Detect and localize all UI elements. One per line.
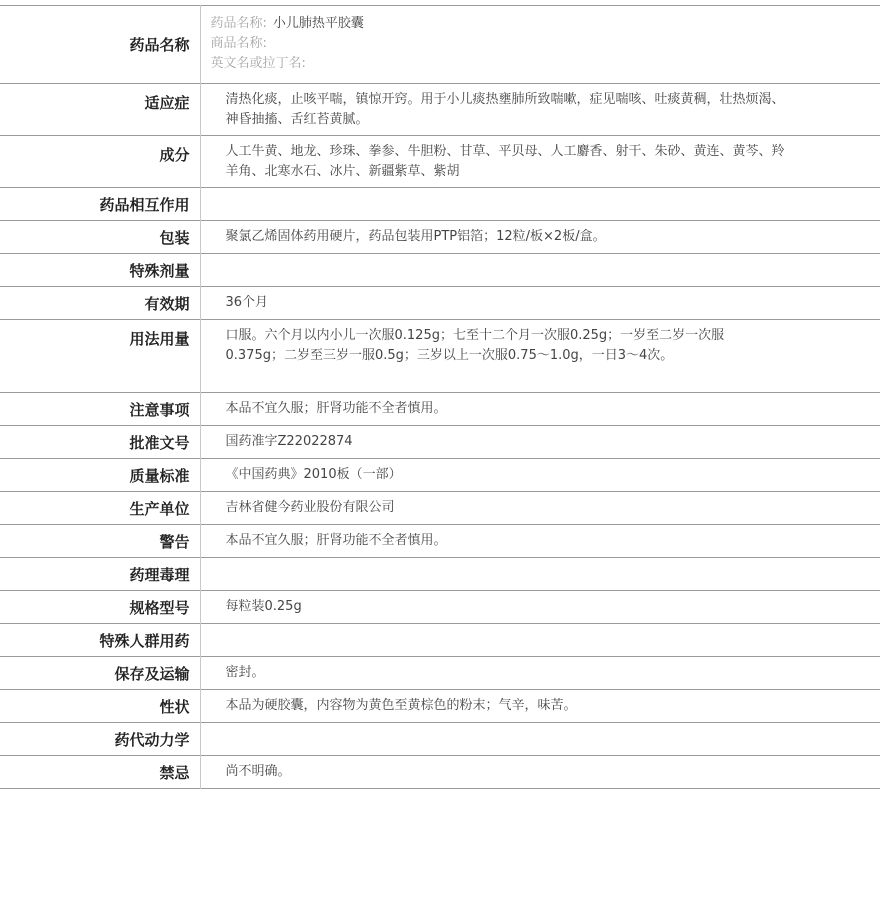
- row-value-dosage: [200, 320, 880, 393]
- row-value-quality-standard: 《中国药典》2010板（一部）: [225, 467, 402, 482]
- row-value-indications: [200, 84, 880, 136]
- row-value-storage: 密封。: [225, 665, 265, 680]
- row-drug-name: [0, 6, 880, 84]
- row-label-manufacturer: 生产单位: [0, 492, 200, 525]
- row-warning: [0, 525, 880, 558]
- generic-name-label: 药品名称:: [210, 16, 267, 31]
- row-value-manufacturer: 吉林省健今药业股份有限公司: [225, 500, 395, 515]
- row-value-pharmacokinetics: [200, 723, 880, 756]
- english-name-line: [211, 54, 880, 74]
- generic-name-value: 小儿肺热平胶囊: [272, 16, 364, 31]
- row-manufacturer: [0, 492, 880, 525]
- row-value-drug-interactions: [200, 188, 880, 221]
- row-value-specification: 每粒装0.25g: [225, 599, 302, 614]
- row-label-warning: 警告: [0, 525, 200, 558]
- row-label-indications: 适应症: [0, 84, 200, 136]
- row-value-precautions: 本品不宜久服；肝肾功能不全者慎用。: [225, 401, 447, 416]
- row-label-storage: 保存及运输: [0, 657, 200, 690]
- row-specification: [0, 591, 880, 624]
- dosage-text: 口服。六个月以内小儿一次服0.125g；七至十二个月一次服0.25g；一岁至二岁一次服0.375g；二岁至三岁一服0.5g；三岁以上一次服0.75～1.0g，一日3～4次。: [225, 328, 725, 363]
- row-label-pharmacokinetics: 药代动力学: [0, 723, 200, 756]
- row-label-drug-name: 药品名称: [0, 6, 200, 84]
- row-shelf-life: [0, 287, 880, 320]
- row-label-specification: 规格型号: [0, 591, 200, 624]
- row-label-shelf-life: 有效期: [0, 287, 200, 320]
- trade-name-label: 商品名称:: [210, 36, 267, 51]
- row-label-special-populations: 特殊人群用药: [0, 624, 200, 657]
- row-label-contraindications: 禁忌: [0, 756, 200, 789]
- row-label-quality-standard: 质量标准: [0, 459, 200, 492]
- row-precautions: [0, 393, 880, 426]
- row-value-pharmacology: [200, 558, 880, 591]
- row-approval-number: [0, 426, 880, 459]
- row-label-precautions: 注意事项: [0, 393, 200, 426]
- row-label-dosage: 用法用量: [0, 320, 200, 393]
- row-label-ingredients: 成分: [0, 136, 200, 188]
- row-quality-standard: [0, 459, 880, 492]
- row-ingredients: [0, 136, 880, 188]
- drug-name-cell: [200, 6, 880, 84]
- row-special-dosage: [0, 254, 880, 287]
- row-value-approval-number: 国药准字Z22022874: [225, 434, 353, 449]
- english-name-label: 英文名或拉丁名:: [210, 56, 306, 71]
- row-dosage: [0, 320, 880, 393]
- indications-text: 清热化痰，止咳平喘，镇惊开窍。用于小儿痰热壅肺所致喘嗽，症见喘咳、吐痰黄稠，壮热烦渴、神昏抽搐、舌红苔黄腻。: [225, 92, 785, 127]
- row-value-packaging: 聚氯乙烯固体药用硬片，药品包装用PTP铝箔；12粒/板×2板/盒。: [225, 229, 606, 244]
- row-storage: [0, 657, 880, 690]
- row-label-approval-number: 批准文号: [0, 426, 200, 459]
- row-packaging: [0, 221, 880, 254]
- drug-info-table: [0, 5, 880, 789]
- row-value-special-dosage: [200, 254, 880, 287]
- row-value-ingredients: [200, 136, 880, 188]
- row-value-special-populations: [200, 624, 880, 657]
- generic-name-line: [211, 14, 880, 34]
- row-label-packaging: 包装: [0, 221, 200, 254]
- row-label-appearance: 性状: [0, 690, 200, 723]
- row-value-contraindications: 尚不明确。: [225, 764, 291, 779]
- ingredients-text: 人工牛黄、地龙、珍珠、拳参、牛胆粉、甘草、平贝母、人工麝香、射干、朱砂、黄连、黄芩、羚羊角、北寒水石、冰片、新疆紫草、紫胡: [225, 144, 785, 179]
- row-appearance: [0, 690, 880, 723]
- row-value-shelf-life: 36个月: [225, 295, 269, 310]
- row-special-populations: [0, 624, 880, 657]
- row-value-appearance: 本品为硬胶囊，内容物为黄色至黄棕色的粉末；气辛，味苦。: [225, 698, 577, 713]
- row-label-drug-interactions: 药品相互作用: [0, 188, 200, 221]
- row-indications: [0, 84, 880, 136]
- row-contraindications: [0, 756, 880, 789]
- row-value-warning: 本品不宜久服；肝肾功能不全者慎用。: [225, 533, 447, 548]
- row-pharmacology: [0, 558, 880, 591]
- row-label-pharmacology: 药理毒理: [0, 558, 200, 591]
- row-pharmacokinetics: [0, 723, 880, 756]
- trade-name-line: [211, 34, 880, 54]
- row-label-special-dosage: 特殊剂量: [0, 254, 200, 287]
- row-drug-interactions: [0, 188, 880, 221]
